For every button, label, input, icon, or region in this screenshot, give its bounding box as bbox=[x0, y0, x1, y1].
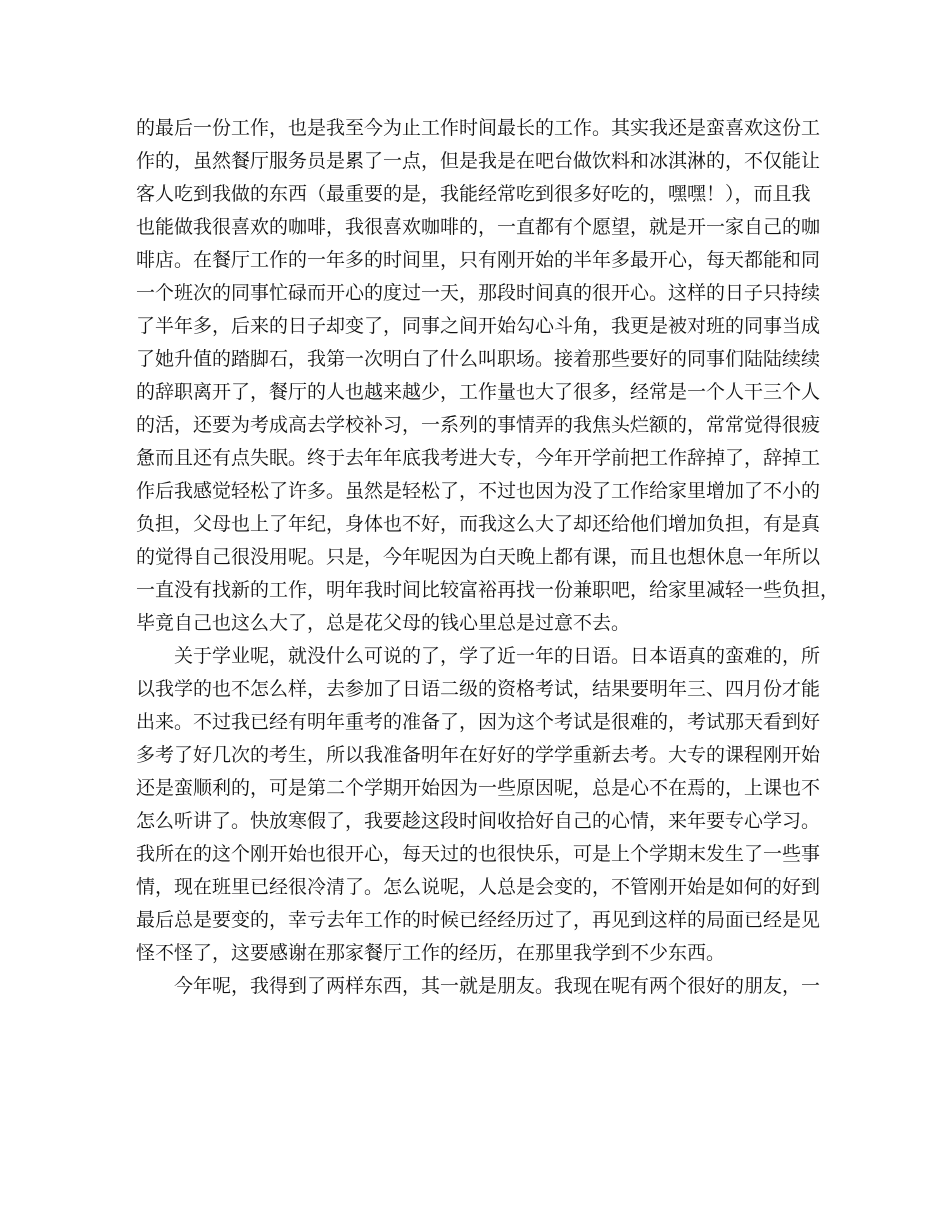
text-line: 一直没有找新的工作，明年我时间比较富裕再找一份兼职吧，给家里减轻一些负担， bbox=[136, 579, 840, 601]
text-line: 负担，父母也上了年纪，身体也不好，而我这么大了却还给他们增加负担，有是真 bbox=[136, 513, 821, 535]
text-line: 的觉得自己很没用呢。只是，今年呢因为白天晚上都有课，而且也想休息一年所以 bbox=[136, 546, 821, 568]
text-line: 啡店。在餐厅工作的一年多的时间里，只有刚开始的半年多最开心，每天都能和同 bbox=[136, 249, 821, 271]
text-line: 作的，虽然餐厅服务员是累了一点，但是我是在吧台做饮料和冰淇淋的，不仅能让 bbox=[136, 150, 821, 172]
paragraph bbox=[136, 112, 840, 640]
text-line: 惫而且还有点失眠。终于去年年底我考进大专，今年开学前把工作辞掉了，辞掉工 bbox=[136, 447, 821, 469]
text-line: 了半年多，后来的日子却变了，同事之间开始勾心斗角，我更是被对班的同事当成 bbox=[136, 315, 821, 337]
text-line: 的辞职离开了，餐厅的人也越来越少，工作量也大了很多，经常是一个人干三个人 bbox=[136, 381, 821, 403]
paragraph bbox=[136, 640, 821, 970]
text-line: 毕竟自己也这么大了，总是花父母的钱心里总是过意不去。 bbox=[136, 612, 631, 634]
text-line: 今年呢，我得到了两样东西，其一就是朋友。我现在呢有两个很好的朋友，一 bbox=[174, 975, 821, 997]
text-line: 怪不怪了，这要感谢在那家餐厅工作的经历，在那里我学到不少东西。 bbox=[136, 942, 726, 964]
text-line: 情，现在班里已经很冷清了。怎么说呢，人总是会变的，不管刚开始是如何的好到 bbox=[136, 876, 821, 898]
text-line: 的活，还要为考成高去学校补习，一系列的事情弄的我焦头烂额的，常常觉得很疲 bbox=[136, 414, 821, 436]
text-line: 的最后一份工作，也是我至今为止工作时间最长的工作。其实我还是蛮喜欢这份工 bbox=[136, 117, 821, 139]
text-line: 我所在的这个刚开始也很开心，每天过的也很快乐，可是上个学期末发生了一些事 bbox=[136, 843, 821, 865]
text-line: 也能做我很喜欢的咖啡，我很喜欢咖啡的，一直都有个愿望，就是开一家自己的咖 bbox=[136, 216, 821, 238]
text-line: 一个班次的同事忙碌而开心的度过一天，那段时间真的很开心。这样的日子只持续 bbox=[136, 282, 821, 304]
document-body bbox=[136, 112, 840, 1003]
text-line: 出来。不过我已经有明年重考的准备了，因为这个考试是很难的，考试那天看到好 bbox=[136, 711, 821, 733]
text-line: 客人吃到我做的东西（最重要的是，我能经常吃到很多好吃的，嘿嘿！），而且我 bbox=[136, 183, 811, 205]
text-line: 最后总是要变的，幸亏去年工作的时候已经经历过了，再见到这样的局面已经是见 bbox=[136, 909, 821, 931]
text-line: 关于学业呢，就没什么可说的了，学了近一年的日语。日本语真的蛮难的，所 bbox=[174, 645, 821, 667]
text-line: 怎么听讲了。快放寒假了，我要趁这段时间收拾好自己的心情，来年要专心学习。 bbox=[136, 810, 821, 832]
text-line: 还是蛮顺利的，可是第二个学期开始因为一些原因呢，总是心不在焉的，上课也不 bbox=[136, 777, 821, 799]
text-line: 了她升值的踏脚石，我第一次明白了什么叫职场。接着那些要好的同事们陆陆续续 bbox=[136, 348, 821, 370]
text-line: 作后我感觉轻松了许多。虽然是轻松了，不过也因为没了工作给家里增加了不小的 bbox=[136, 480, 821, 502]
text-line: 以我学的也不怎么样，去参加了日语二级的资格考试，结果要明年三、四月份才能 bbox=[136, 678, 821, 700]
text-line: 多考了好几次的考生，所以我准备明年在好好的学学重新去考。大专的课程刚开始 bbox=[136, 744, 821, 766]
paragraph bbox=[136, 970, 821, 1003]
